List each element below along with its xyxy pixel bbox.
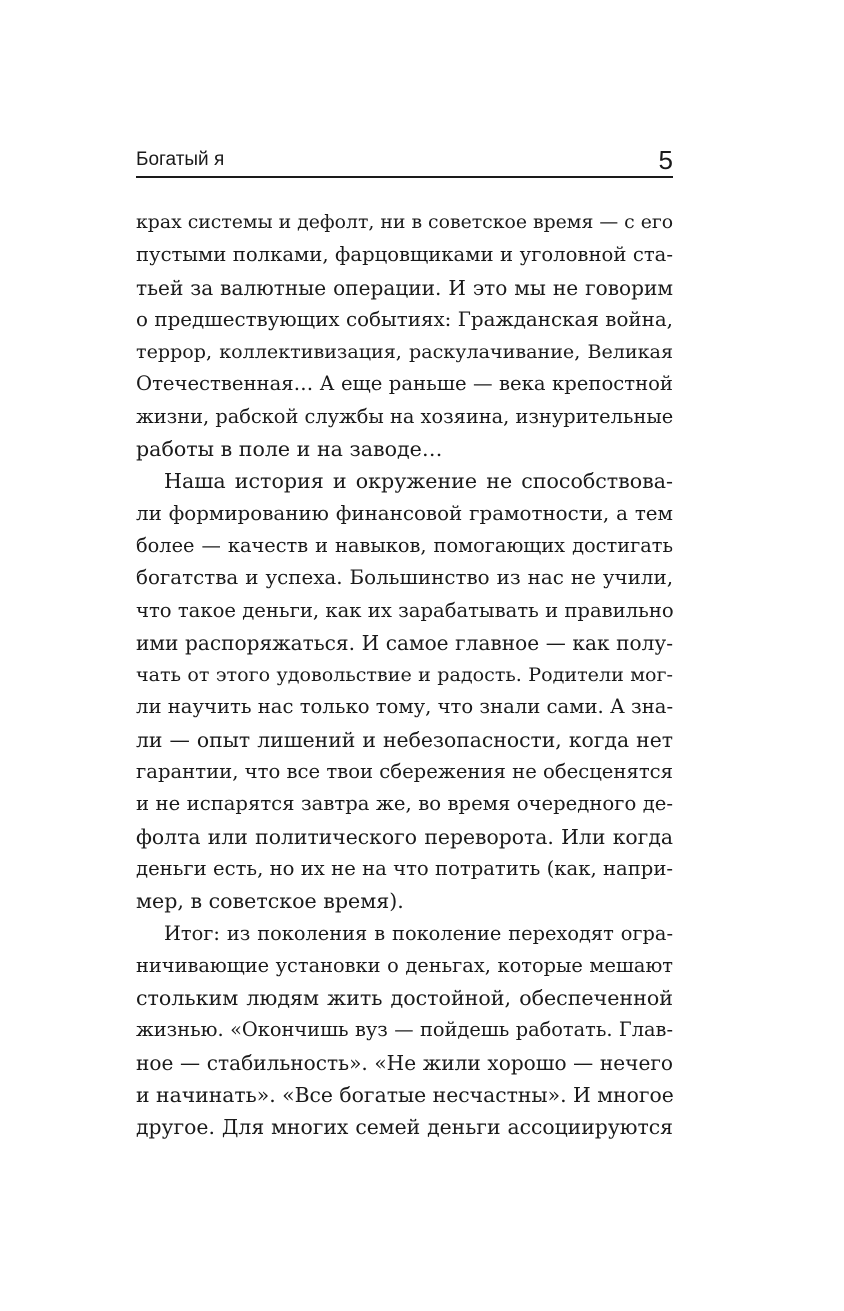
text-line: ими распоряжаться. И самое главное — как полу- [136,630,673,655]
text-line: крах системы и дефолт, ни в советское время — с его [136,212,674,233]
text-line: жизни, рабской службы на хозяина, изнурительные [136,404,674,428]
text-line: тьей за валютные операции. И это мы не говорим [136,275,673,300]
body-text [136,207,673,1144]
text-line: Отечественная… А еще раньше — века крепостной [136,372,673,396]
text-line: Наша история и окружение не способствова- [164,469,673,494]
text-line: террор, коллективизация, раскулачивание, Великая [136,340,673,364]
text-line: Итог: из поколения в поколение переходят огра- [164,921,673,945]
text-line: о предшествующих событиях: Гражданская война, [136,307,673,331]
running-title: Богатый я [136,149,225,170]
text-line: гарантии, что все твои сбережения не обесценятся [136,760,673,784]
page-number: 5 [658,145,673,175]
paragraph-3 [136,918,673,1144]
text-line: что такое деньги, как их зарабатывать и правильно [136,598,674,622]
text-line: деньги есть, но их не на что потратить (как, напри- [136,856,673,880]
text-line: и начинать». «Все богатые несчастны». И многое [136,1083,674,1108]
text-line: ли — опыт лишений и небезопасности, когда нет [136,727,673,752]
running-header [136,138,673,178]
text-line: стольким людям жить достойной, обеспеченной [136,986,673,1011]
text-line: богатства и успеха. Большинство из нас не учили, [136,566,673,590]
paragraph-2 [136,465,673,917]
text-line: ли научить нас только тому, что знали сами. А зна- [136,695,674,719]
text-line: ное — стабильность». «Не жили хорошо — нечего [136,1050,673,1075]
text-line: фолта или политического переворота. Или когда [136,824,673,849]
text-line: ли формированию финансовой грамотности, а тем [136,501,673,525]
text-line: чать от этого удовольствие и радость. Родители мог- [136,663,673,687]
text-line: ничивающие установки о деньгах, которые мешают [136,953,673,977]
text-line: другое. Для многих семей деньги ассоциируются [136,1115,673,1140]
text-line: работы в поле и на заводе… [136,437,443,462]
text-line: более — качеств и навыков, помогающих достигать [136,533,673,557]
text-line: пустыми полками, фарцовщиками и уголовной ста- [136,243,673,267]
paragraph-1 [136,207,673,465]
text-line: жизнью. «Окончишь вуз — пойдешь работать. Глав- [136,1018,673,1042]
text-line: и не испарятся завтра же, во время очередного де- [136,792,673,816]
text-line: мер, в советское время). [136,889,404,914]
